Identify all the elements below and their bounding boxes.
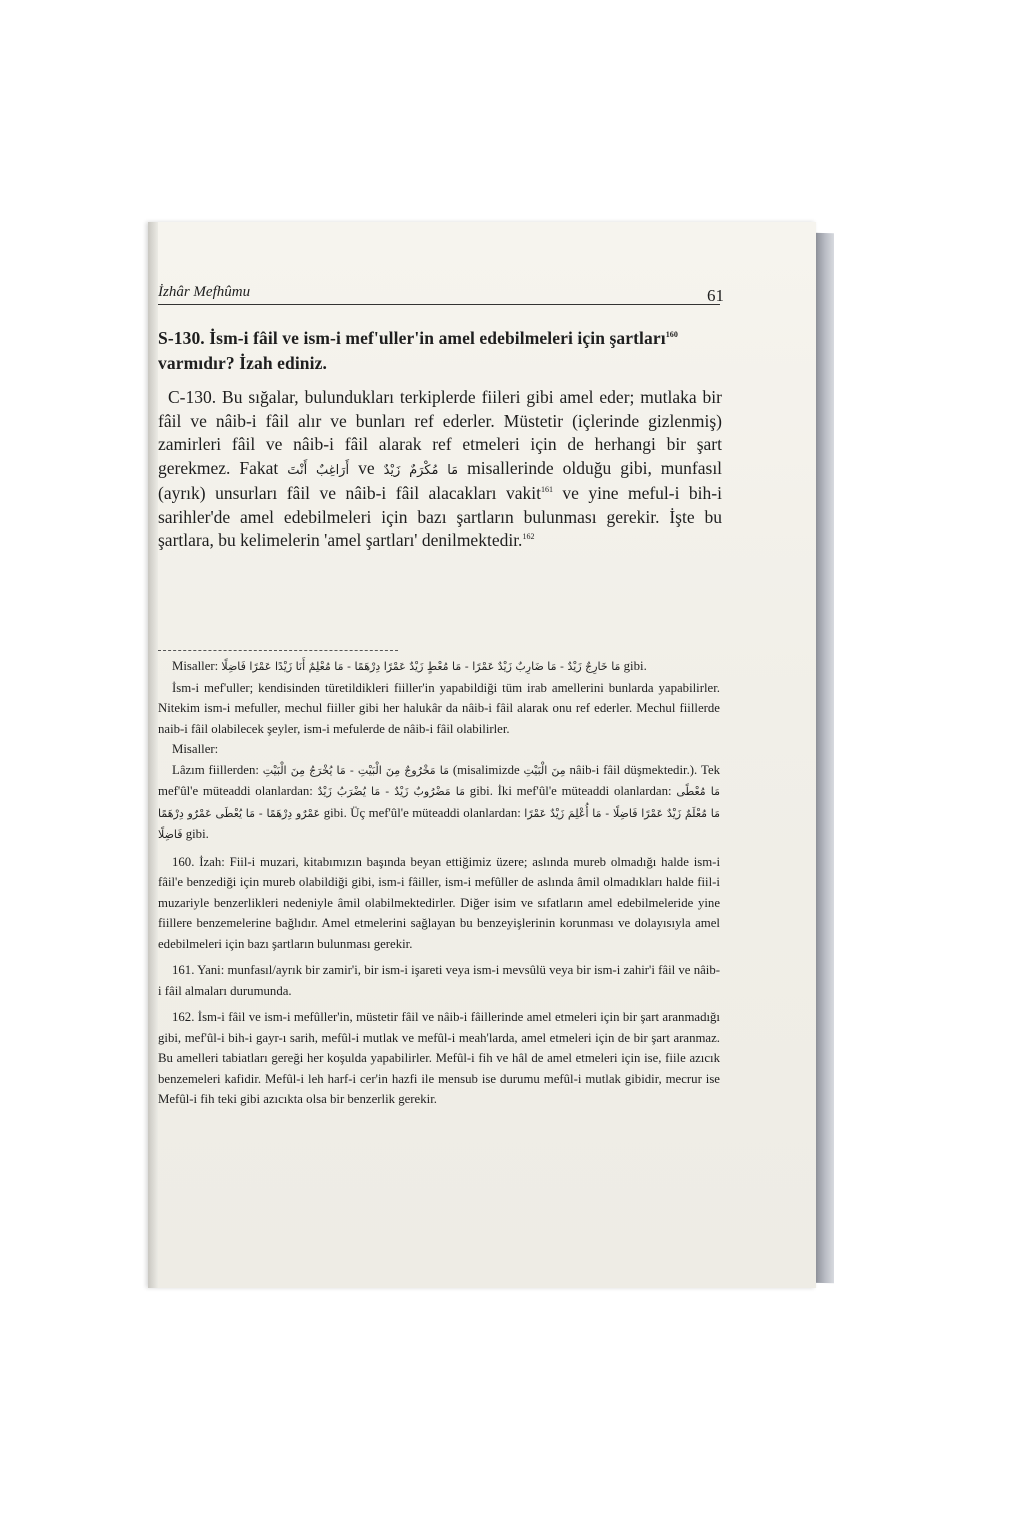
footnote-divider [158,650,398,651]
footnote-ref-161: 161 [540,485,553,495]
main-text [158,326,722,553]
page-header [158,278,724,305]
footnote-162: 162. İsm-i fâil ve ism-i mefûller'in, müstetir fâil ve nâib-i fâillerinde amel etmeleri için bir şart aranmadığı gibi, mef'ûl-i bih-i gayr-ı sarih, mefûl-i mutlak ve mefûl-i meah'larda, amel etmeleri için de bir şart aranmaz. Bu amelleri tabiatları gereği her koşulda yapabilirler. Mefûl-i fih ve hâl de amel etmeleri için ise, fiile azıcık benzemeleri kafidir. Mefûl-i leh harf-i cer'in hazfi ile mensub ise durumu mefûl-i mutlak gibidir, mecrur ise Mefûl-i fih teki gibi azıcıkta olsa bir benzerlik gerekir. [158,1010,720,1106]
page-binding-edge [148,222,158,1288]
page-number: 61 [707,286,724,305]
question-heading: S-130. İsm-i fâil ve ism-i mef'uller'in amel edebilmeleri için şartları$^{160}$ varmıdır? İzah ediniz. [158,328,679,373]
footnote-161: 161. Yani: munfasıl/ayrık bir zamir'i, bir ism-i işareti veya ism-i mevsûlü veya bir ism-i zahir'i fâil ve nâib-i fâil almaları durumunda. [158,963,720,998]
footnote-ism-i-mefuller: İsm-i mef'uller; kendisinden türetildikleri fiiller'in yapabildiği tüm irab amellerini bunlarda yapabilirler. Nitekim ism-i mefuller, mechul fiiller gibi her halukâr da nâib-i fâil alarak onu ref ederler. Mechul fiillerde naib-i fâil olabilecek şeyler, ism-i mefulerde de nâib-i fâil olabilirler. [158,680,720,736]
footnote-misaller: Misaller: مَا خَارِجٌ زَيْدٌ - مَا ضَارِبٌ زَيْدٌ عَمْرًا - مَا مُعْطٍ زَيْدٌ عَمْرًا دِرْهَمًا - مَا مُعْلِمٌ أَنَا زَيْدًا عَمْرًا فَاضِلًا gibi. [172,659,647,673]
footnotes [158,656,720,1110]
book-page [148,222,816,1288]
arabic-example: مَا مُكْرَمٌ زَيْدٌ [383,462,459,478]
footnote-ref-160: 160 [665,330,679,340]
answer-paragraph: C-130. Bu sığalar, bulundukları terkiplerde fiileri gibi amel eder; mutlaka bir fâil ve nâib-i fâil alır ve bunları ref ederler. Müstetir (içlerinde gizlenmiş) zamirleri fâil ve nâib-i fâil alarak ref etmeleri için de herhangi bir şart gerekmez. Fakat أَرَاغِبٌ أَنْتَ ve مَا مُكْرَمٌ زَيْدٌ misallerinde olduğu gibi, munfasıl (ayrık) unsurları fâil ve nâib-i fâil alacakları vakit$^{161}$ ve yine meful-i bih-i sarihler'de amel edebilmeleri için bazı şartların bulunması gerekir. İşte bu şartlara, bu kelimelerin 'amel şartları' denilmektedir.$^{162}$ [158,387,723,550]
running-title: İzhâr Mefhûmu [158,284,251,300]
arabic-example: أَرَاغِبٌ أَنْتَ [287,462,350,478]
footnote-examples: Lâzım fiillerden: مَا مَخْرُوجٌ مِنَ الْبَيْتِ - مَا يُخْرَجُ مِنَ الْبَيْتِ (misalimizde مِنَ الْبَيْتِ nâib-i fâil düşmektedir.). Tek mef'ûl'e müteaddi olanlardan: مَا مَضْرُوبٌ زَيْدٌ - مَا يُضْرَبُ زَيْدٌ gibi. İki mef'ûl'e müteaddi olanlardan: مَا مُعْطًى عَمْرٌو دِرْهَمًا - مَا يُعْطَى عَمْرٌو دِرْهَمًا gibi. Üç mef'ûl'e müteaddi olanlardan: مَا مُعْلَمٌ زَيْدٌ عَمْرًا فَاضِلًا - مَا أُعْلِمَ زَيْدٌ عَمْرًا فَاضِلًا gibi. [158,762,721,841]
footnote-160: 160. İzah: Fiil-i muzari, kitabımızın başında beyan ettiğimiz üzere; aslında mureb olmadığı halde ism-i fâil'e benzediği için mureb olabildiği gibi, ism-i fâiller, ism-i mefûller de aslında âmil olmadıkları halde fiil-i muzariyle benzerlikleri nedeniyle âmil olabilmektedirler. Diğer isim ve sıfatların amel edebilmeleride yine fiillere benzemelerine bağlıdır. Amel etmelerini sağlayan bu benzeyişlerinin korunması ve dolayısıyla amel edebilmeleri için bazı şartların bulunması gerekir. [158,854,720,951]
footnote-misaller-label: Misaller: [172,742,219,756]
footnote-ref-162: 162 [522,532,535,542]
